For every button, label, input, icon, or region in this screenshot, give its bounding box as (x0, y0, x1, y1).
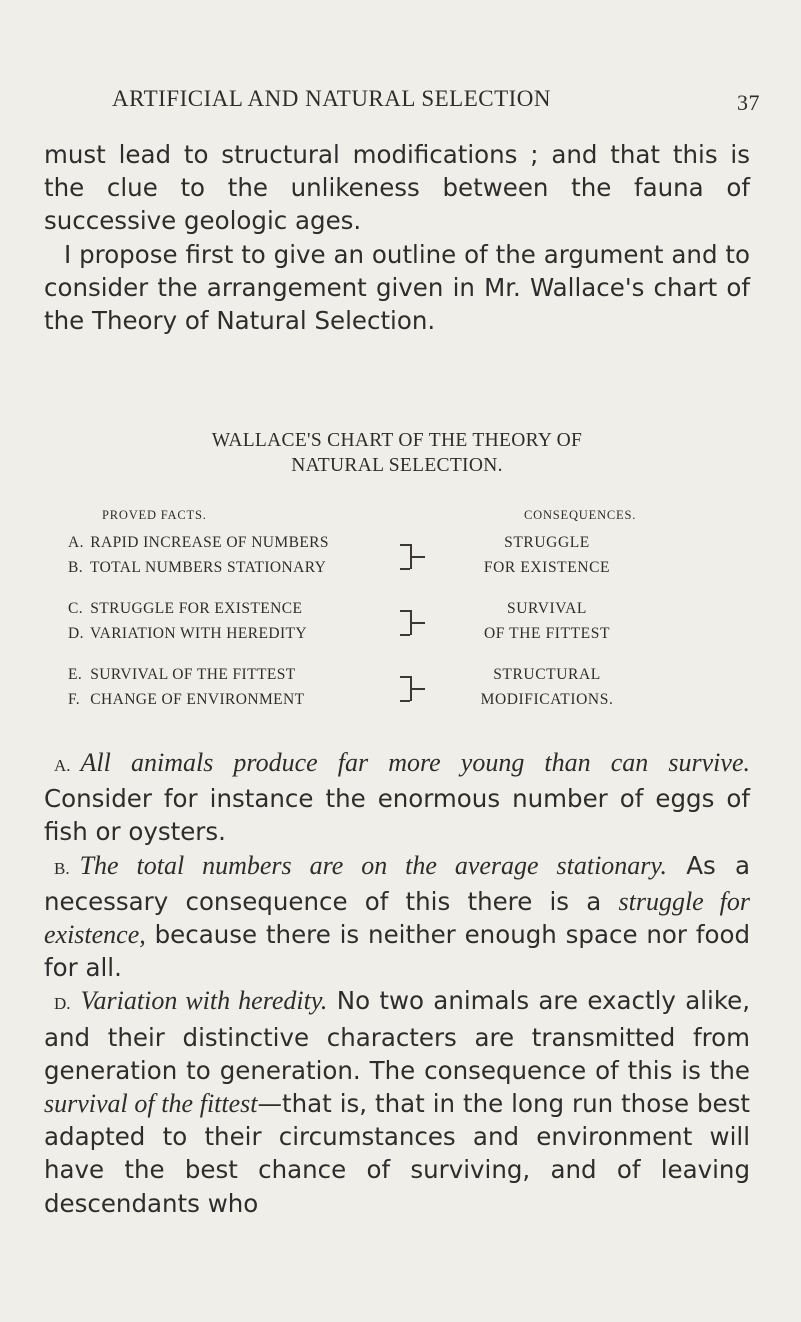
fact-row-c (68, 600, 302, 618)
section-text: because there is neither enough space nor food for all. (44, 920, 750, 983)
bracket-arrow (411, 622, 425, 624)
section-letter: A. (54, 756, 71, 775)
bracket-tick (400, 700, 410, 702)
fact-text: CHANGE OF ENVIRONMENT (90, 691, 305, 708)
section-text: —that is, that in the long run those best adapted to their circumstances and environment will have the best chance of surviving, and of leaving descendants who (44, 1089, 750, 1218)
section-letter: D. (54, 994, 71, 1014)
section-text: No two animals are exactly alike, and their distinctive characters are transmitted from generation to generation. The consequence of this is the (44, 986, 750, 1085)
proved-facts-heading: PROVED FACTS. (102, 508, 207, 522)
chart-title-line: NATURAL SELECTION. (291, 455, 503, 476)
wallace-chart (60, 508, 750, 718)
chart-title (44, 428, 750, 478)
fact-row-a (68, 534, 329, 552)
bracket-tick (400, 676, 410, 678)
section-b-paragraph (44, 849, 750, 985)
fact-row-b (68, 559, 326, 577)
body-text (44, 746, 750, 1220)
fact-text: TOTAL NUMBERS STATIONARY (90, 559, 327, 576)
intro-text (44, 138, 750, 337)
fact-letter: F. (68, 691, 81, 708)
consequence-line: OF THE FITTEST (483, 625, 611, 642)
consequence-line: MODIFICATIONS. (480, 691, 614, 708)
consequence-line: SURVIVAL (507, 600, 587, 617)
fact-letter: E. (68, 666, 83, 683)
consequence-line: STRUCTURAL (493, 666, 601, 683)
section-text: Consider for instance the enormous number of eggs of fish or oysters. (44, 784, 750, 847)
fact-letter: B. (68, 559, 84, 576)
fact-text: SURVIVAL OF THE FITTEST (90, 666, 296, 683)
fact-row-f (68, 691, 304, 709)
chart-title-line: WALLACE'S CHART OF THE THEORY OF (211, 430, 583, 451)
fact-text: VARIATION WITH HEREDITY (90, 625, 307, 642)
page-number: 37 (737, 90, 760, 115)
consequences-heading: CONSEQUENCES. (524, 508, 637, 522)
section-heading: All animals produce far more young than can survive. (80, 748, 750, 777)
fact-letter: A. (68, 534, 84, 551)
section-letter: B. (54, 858, 70, 878)
section-text: As a necessary consequence of this there is a (44, 850, 750, 916)
section-emphasis: survival of the fittest (44, 1089, 258, 1119)
running-title: ARTIFICIAL AND NATURAL SELECTION (112, 86, 552, 111)
section-heading: Variation with heredity. (80, 986, 328, 1016)
bracket-arrow (411, 688, 425, 690)
section-heading: The total numbers are on the average stationary. (79, 850, 668, 880)
section-emphasis: struggle for existence, (44, 886, 750, 950)
fact-row-d (68, 625, 307, 643)
bracket-arrow (411, 556, 425, 558)
bracket-tick (400, 544, 410, 546)
bracket-tick (400, 610, 410, 612)
bracket-tick (400, 634, 410, 636)
bracket-tick (400, 568, 410, 570)
fact-letter: C. (68, 600, 84, 617)
section-d-paragraph (44, 984, 750, 1219)
fact-letter: D. (68, 625, 84, 642)
fact-row-e (68, 666, 296, 684)
fact-text: RAPID INCREASE OF NUMBERS (90, 534, 329, 551)
intro-paragraph: must lead to structural modifications ; and that this is the clue to the unlikeness between the fauna of successive geologic ages. (44, 140, 750, 236)
intro-paragraph: I propose first to give an outline of the argument and to consider the arrangement given in Mr. Wallace's chart of the Theory of Natural Selection. (44, 239, 750, 336)
section-a-paragraph (44, 746, 750, 849)
fact-text: STRUGGLE FOR EXISTENCE (90, 600, 303, 617)
consequence-line: STRUGGLE (504, 534, 590, 551)
consequence-line: FOR EXISTENCE (483, 559, 611, 576)
